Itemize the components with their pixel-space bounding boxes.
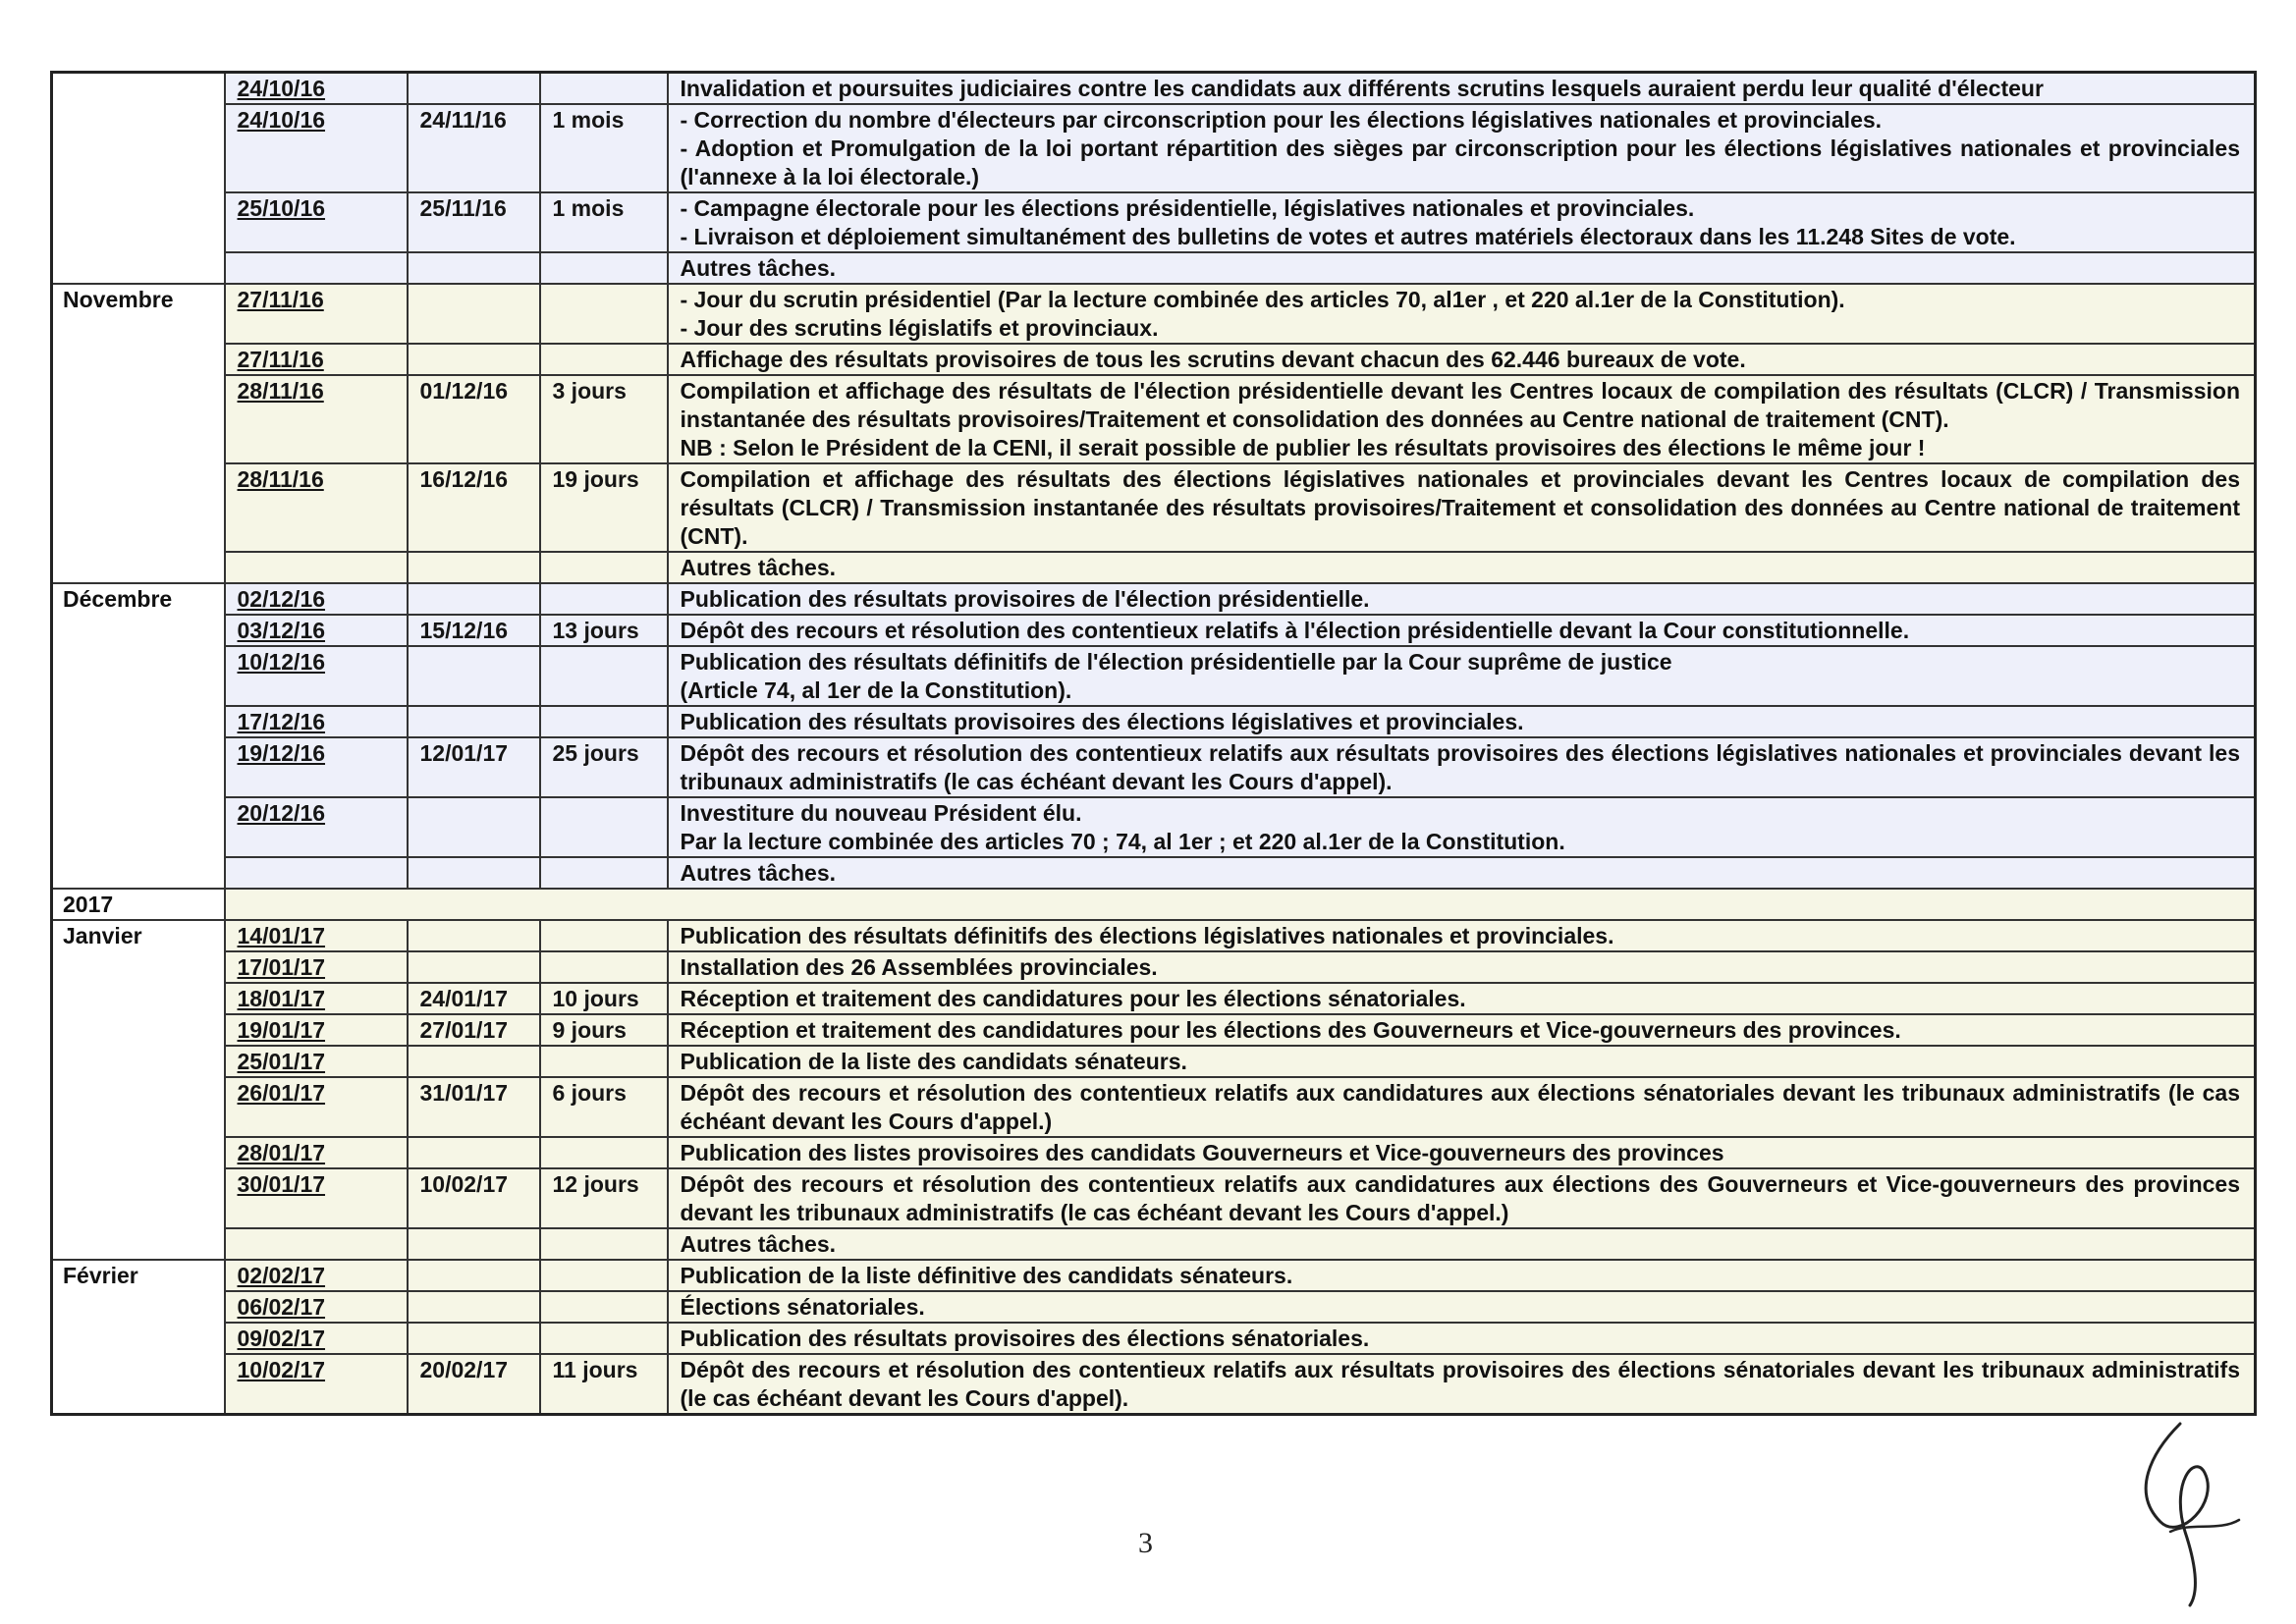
- table-row: [52, 1137, 2256, 1168]
- end-date-cell: [408, 1046, 540, 1077]
- end-date-cell: 31/01/17: [408, 1077, 540, 1137]
- start-date-cell-text: 30/01/17: [237, 1171, 326, 1197]
- start-date-cell-text: 25/01/17: [237, 1049, 326, 1074]
- handwritten-signature: [2111, 1414, 2259, 1610]
- task-cell: Publication des résultats provisoires des élections législatives et provinciales.: [668, 706, 2256, 737]
- task-cell: Publication des résultats provisoires de l'élection présidentielle.: [668, 583, 2256, 615]
- end-date-cell: [408, 344, 540, 375]
- table-row: [52, 583, 2256, 615]
- end-date-cell: [408, 1260, 540, 1291]
- duration-cell: [540, 252, 668, 284]
- start-date-cell: [225, 1354, 408, 1415]
- duration-cell: [540, 797, 668, 857]
- start-date-cell-text: 28/01/17: [237, 1140, 326, 1165]
- month-cell: Novembre: [52, 284, 225, 583]
- task-cell: - Campagne électorale pour les élections présidentielle, législatives nationales et provinciales. - Livraison et déploiement simultanément des bulletins de votes et autres matériels électoraux dans les 11.248 Sites de vote.: [668, 192, 2256, 252]
- start-date-cell: [225, 344, 408, 375]
- start-date-cell-text: 19/12/16: [237, 740, 326, 766]
- task-cell: Publication des résultats définitifs des élections législatives nationales et provinciales.: [668, 920, 2256, 951]
- table-row: [52, 1228, 2256, 1260]
- table-row: [52, 857, 2256, 889]
- table-row: [52, 552, 2256, 583]
- task-cell: Réception et traitement des candidatures pour les élections des Gouverneurs et Vice-gouverneurs des provinces.: [668, 1014, 2256, 1046]
- duration-cell: 19 jours: [540, 463, 668, 552]
- end-date-cell: [408, 920, 540, 951]
- start-date-cell-text: 10/02/17: [237, 1357, 326, 1382]
- table-row: [52, 983, 2256, 1014]
- table-row: [52, 344, 2256, 375]
- start-date-cell: [225, 192, 408, 252]
- start-date-cell: [225, 73, 408, 105]
- end-date-cell: 15/12/16: [408, 615, 540, 646]
- duration-cell: [540, 1228, 668, 1260]
- task-cell: Dépôt des recours et résolution des contentieux relatifs à l'élection présidentielle devant la Cour constitutionnelle.: [668, 615, 2256, 646]
- start-date-cell: [225, 1014, 408, 1046]
- task-cell: Dépôt des recours et résolution des contentieux relatifs aux résultats provisoires des élections législatives nationales et provinciales devant les tribunaux administratifs (le cas échéant devant les Cours d'appel).: [668, 737, 2256, 797]
- start-date-cell: [225, 1323, 408, 1354]
- end-date-cell: [408, 1323, 540, 1354]
- start-date-cell-text: 28/11/16: [237, 466, 324, 492]
- start-date-cell: [225, 983, 408, 1014]
- start-date-cell: [225, 1168, 408, 1228]
- duration-cell: [540, 552, 668, 583]
- end-date-cell: [408, 857, 540, 889]
- duration-cell: 6 jours: [540, 1077, 668, 1137]
- duration-cell: 3 jours: [540, 375, 668, 463]
- month-cell: Décembre: [52, 583, 225, 889]
- table-row: [52, 797, 2256, 857]
- start-date-cell: [225, 737, 408, 797]
- start-date-cell: [225, 857, 408, 889]
- task-cell: Autres tâches.: [668, 552, 2256, 583]
- duration-cell: 11 jours: [540, 1354, 668, 1415]
- start-date-cell-text: 02/02/17: [237, 1263, 326, 1288]
- duration-cell: [540, 857, 668, 889]
- end-date-cell: [408, 797, 540, 857]
- table-row: [52, 1291, 2256, 1323]
- start-date-cell: [225, 1077, 408, 1137]
- start-date-cell-text: 24/10/16: [237, 76, 326, 101]
- start-date-cell-text: 28/11/16: [237, 378, 324, 404]
- duration-cell: 1 mois: [540, 192, 668, 252]
- start-date-cell: [225, 797, 408, 857]
- task-cell: Investiture du nouveau Président élu. Par la lecture combinée des articles 70 ; 74, al 1er ; et 220 al.1er de la Constitution.: [668, 797, 2256, 857]
- table-row: [52, 104, 2256, 192]
- start-date-cell: [225, 1291, 408, 1323]
- start-date-cell: [225, 951, 408, 983]
- table-row: [52, 1046, 2256, 1077]
- duration-cell: [540, 284, 668, 344]
- start-date-cell-text: 09/02/17: [237, 1326, 326, 1351]
- task-cell: Dépôt des recours et résolution des contentieux relatifs aux résultats provisoires des élections sénatoriales devant les tribunaux administratifs (le cas échéant devant les Cours d'appel).: [668, 1354, 2256, 1415]
- task-cell: Dépôt des recours et résolution des contentieux relatifs aux candidatures aux élections des Gouverneurs et Vice-gouverneurs des provinces devant les tribunaux administratifs (le cas échéant devant les Cours d'appel.): [668, 1168, 2256, 1228]
- task-cell: Publication des résultats provisoires des élections sénatoriales.: [668, 1323, 2256, 1354]
- duration-cell: 9 jours: [540, 1014, 668, 1046]
- start-date-cell: [225, 375, 408, 463]
- month-cell: Février: [52, 1260, 225, 1415]
- task-cell: Invalidation et poursuites judiciaires contre les candidats aux différents scrutins lesquels auraient perdu leur qualité d'électeur: [668, 73, 2256, 105]
- task-cell: Élections sénatoriales.: [668, 1291, 2256, 1323]
- end-date-cell: [408, 1137, 540, 1168]
- end-date-cell: 24/11/16: [408, 104, 540, 192]
- end-date-cell: [408, 1291, 540, 1323]
- start-date-cell-text: 27/11/16: [237, 347, 324, 372]
- end-date-cell: [408, 73, 540, 105]
- duration-cell: [540, 1291, 668, 1323]
- end-date-cell: [408, 951, 540, 983]
- task-cell: Autres tâches.: [668, 1228, 2256, 1260]
- start-date-cell: [225, 463, 408, 552]
- start-date-cell: [225, 1260, 408, 1291]
- task-cell: Affichage des résultats provisoires de tous les scrutins devant chacun des 62.446 bureaux de vote.: [668, 344, 2256, 375]
- start-date-cell: [225, 252, 408, 284]
- start-date-cell-text: 03/12/16: [237, 618, 326, 643]
- start-date-cell: [225, 1137, 408, 1168]
- table-row: [52, 1260, 2256, 1291]
- task-cell: Publication des listes provisoires des candidats Gouverneurs et Vice-gouverneurs des provinces: [668, 1137, 2256, 1168]
- table-row: [52, 73, 2256, 105]
- task-cell: Réception et traitement des candidatures pour les élections sénatoriales.: [668, 983, 2256, 1014]
- duration-cell: [540, 1323, 668, 1354]
- start-date-cell: [225, 552, 408, 583]
- duration-cell: [540, 583, 668, 615]
- end-date-cell: [408, 552, 540, 583]
- table-row: [52, 615, 2256, 646]
- duration-cell: 12 jours: [540, 1168, 668, 1228]
- task-cell: Publication des résultats définitifs de l'élection présidentielle par la Cour suprême de justice (Article 74, al 1er de la Constitution).: [668, 646, 2256, 706]
- start-date-cell-text: 25/10/16: [237, 195, 326, 221]
- start-date-cell: [225, 284, 408, 344]
- table-row: [52, 951, 2256, 983]
- end-date-cell: 20/02/17: [408, 1354, 540, 1415]
- end-date-cell: [408, 706, 540, 737]
- start-date-cell: [225, 583, 408, 615]
- end-date-cell: 24/01/17: [408, 983, 540, 1014]
- duration-cell: [540, 646, 668, 706]
- duration-cell: [540, 1260, 668, 1291]
- start-date-cell: [225, 706, 408, 737]
- duration-cell: [540, 951, 668, 983]
- task-cell: Dépôt des recours et résolution des contentieux relatifs aux candidatures aux élections sénatoriales devant les tribunaux administratifs (le cas échéant devant les Cours d'appel.): [668, 1077, 2256, 1137]
- duration-cell: 13 jours: [540, 615, 668, 646]
- duration-cell: [540, 1046, 668, 1077]
- duration-cell: 25 jours: [540, 737, 668, 797]
- page-number: 3: [1138, 1527, 1153, 1559]
- start-date-cell-text: 17/12/16: [237, 709, 326, 734]
- table-row: [52, 737, 2256, 797]
- schedule-table: [50, 71, 2257, 1416]
- table-row: [52, 375, 2256, 463]
- month-cell: Janvier: [52, 920, 225, 1260]
- start-date-cell-text: 26/01/17: [237, 1080, 326, 1106]
- duration-cell: [540, 706, 668, 737]
- table-row: [52, 1014, 2256, 1046]
- task-cell: Publication de la liste des candidats sénateurs.: [668, 1046, 2256, 1077]
- table-row: [52, 1077, 2256, 1137]
- end-date-cell: [408, 1228, 540, 1260]
- end-date-cell: [408, 646, 540, 706]
- table-row: [52, 1168, 2256, 1228]
- duration-cell: 10 jours: [540, 983, 668, 1014]
- duration-cell: [540, 920, 668, 951]
- task-cell: Compilation et affichage des résultats des élections législatives nationales et provinciales devant les Centres locaux de compilation des résultats (CLCR) / Transmission instantanée des résultats provisoires/Traitement et consolidation des données au Centre national de traitement (CNT).: [668, 463, 2256, 552]
- task-cell: Autres tâches.: [668, 857, 2256, 889]
- table-row: [52, 284, 2256, 344]
- end-date-cell: [408, 583, 540, 615]
- duration-cell: [540, 344, 668, 375]
- table-row: [52, 1323, 2256, 1354]
- end-date-cell: 25/11/16: [408, 192, 540, 252]
- table-row: [52, 706, 2256, 737]
- start-date-cell: [225, 1046, 408, 1077]
- duration-cell: 1 mois: [540, 104, 668, 192]
- month-cell: [52, 73, 225, 285]
- task-cell: Installation des 26 Assemblées provinciales.: [668, 951, 2256, 983]
- start-date-cell: [225, 615, 408, 646]
- start-date-cell: [225, 1228, 408, 1260]
- end-date-cell: 01/12/16: [408, 375, 540, 463]
- end-date-cell: 16/12/16: [408, 463, 540, 552]
- task-cell: Autres tâches.: [668, 252, 2256, 284]
- table-row: [52, 646, 2256, 706]
- task-cell: - Jour du scrutin présidentiel (Par la lecture combinée des articles 70, al1er , et 220 al.1er de la Constitution). - Jour des scrutins législatifs et provinciaux.: [668, 284, 2256, 344]
- start-date-cell-text: 20/12/16: [237, 800, 326, 826]
- start-date-cell-text: 17/01/17: [237, 954, 326, 980]
- duration-cell: [540, 73, 668, 105]
- start-date-cell-text: 10/12/16: [237, 649, 326, 675]
- end-date-cell: [408, 252, 540, 284]
- end-date-cell: 12/01/17: [408, 737, 540, 797]
- task-cell: Compilation et affichage des résultats de l'élection présidentielle devant les Centres locaux de compilation des résultats (CLCR) / Transmission instantanée des résultats provisoires/Traitement et consolidation des données au Centre national de traitement (CNT). NB : Selon le Président de la CENI, il serait possible de publier les résultats provisoires des élections le même jour !: [668, 375, 2256, 463]
- start-date-cell: [225, 920, 408, 951]
- end-date-cell: [408, 284, 540, 344]
- start-date-cell-text: 24/10/16: [237, 107, 326, 133]
- duration-cell: [540, 1137, 668, 1168]
- start-date-cell-text: 02/12/16: [237, 586, 326, 612]
- table-row: [52, 920, 2256, 951]
- table-row: [52, 252, 2256, 284]
- start-date-cell-text: 14/01/17: [237, 923, 326, 948]
- start-date-cell-text: 06/02/17: [237, 1294, 326, 1320]
- end-date-cell: 27/01/17: [408, 1014, 540, 1046]
- table-row: [52, 889, 2256, 920]
- start-date-cell-text: 27/11/16: [237, 287, 324, 312]
- task-cell: - Correction du nombre d'électeurs par circonscription pour les élections législatives nationales et provinciales. - Adoption et Promulgation de la loi portant répartition des sièges par circonscription pour les élections législatives nationales et provinciales (l'annexe à la loi électorale.): [668, 104, 2256, 192]
- schedule-body: [52, 73, 2256, 1415]
- year-cell: 2017: [52, 889, 225, 920]
- start-date-cell-text: 18/01/17: [237, 986, 326, 1011]
- start-date-cell-text: 19/01/17: [237, 1017, 326, 1043]
- start-date-cell: [225, 646, 408, 706]
- year-spacer-cell: [225, 889, 2256, 920]
- table-row: [52, 1354, 2256, 1415]
- task-cell: Publication de la liste définitive des candidats sénateurs.: [668, 1260, 2256, 1291]
- table-row: [52, 192, 2256, 252]
- table-row: [52, 463, 2256, 552]
- start-date-cell: [225, 104, 408, 192]
- end-date-cell: 10/02/17: [408, 1168, 540, 1228]
